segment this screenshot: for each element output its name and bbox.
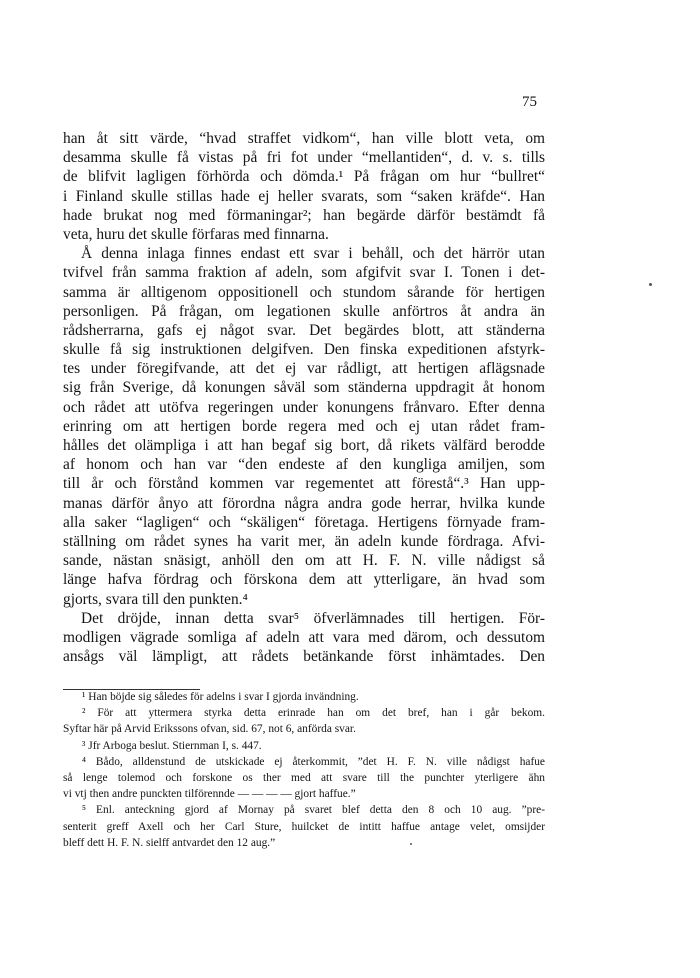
text-line: sig från Sverige, då konungen såväl som ständerna uppdragit åt honom xyxy=(63,379,545,397)
text-line: och rådet att utöfva regeringen under konungens frånvaro. Efter denna xyxy=(63,398,545,416)
footnote-line: ⁴ Bådo, alldenstund de utskickade ej återkommit, ”det H. F. N. ville nådigst hafue xyxy=(82,755,545,768)
text-line: rådsherrarna, gafs ej något svar. Det begärdes blott, att ständerna xyxy=(63,321,545,339)
footnote-line: senterit greff Axell och her Carl Sture, huilcket de intitt haffue antage velet, omsijder xyxy=(63,820,545,833)
footnote-line: ⁵ Enl. anteckning gjord af Mornay på svaret blef detta den 8 och 10 aug. ”pre- xyxy=(82,804,545,817)
text-line: modligen vägrade somliga af adeln att vara med därom, och dessutom xyxy=(63,628,545,646)
text-line: hålles det olämpliga i att han begaf sig bort, då rikets välfärd berodde xyxy=(63,437,545,454)
paper-speck xyxy=(649,283,652,286)
text-line: erinring om att hertigen borde regera med och ej utan rådet fram- xyxy=(63,417,545,435)
footnote-line: bleff dett H. F. N. sielff antvardet den 12 aug.” xyxy=(63,836,276,849)
text-line: desamma skulle få vistas på fri fot under “mellantiden“, d. v. s. tills xyxy=(63,149,545,167)
footnote-line: så lenge tolemod och forskone os ther med att svare till the punchter yterligere ähn xyxy=(63,771,545,784)
footnote-line: Syftar här på Arvid Erikssons ofvan, sid. 67, not 6, anförda svar. xyxy=(63,723,356,736)
text-line: alla saker “lagligen“ och “skäligen“ företaga. Hertigens förnyade fram- xyxy=(63,513,545,531)
text-line: samma är alltigenom oppositionell och stundom sårande för hertigen xyxy=(63,283,545,301)
text-line: sande, nästan snäsigt, anhöll den om att H. F. N. ville nådigst så xyxy=(63,552,545,570)
text-line: veta, huru det skulle förfaras med finnarna. xyxy=(63,225,329,243)
text-line: skulle få sig instruktionen delgifven. Den finska expeditionen afstyrk- xyxy=(63,341,545,359)
text-line: ställning om rådet synes ha varit mer, än adeln kunde fördraga. Afvi- xyxy=(63,532,545,550)
text-line: de blifvit lagligen förhörda och dömda.¹ På frågan om hur “bullret“ xyxy=(63,168,545,186)
text-line: gjorts, svara till den punkten.⁴ xyxy=(63,590,248,608)
page-number: 75 xyxy=(522,94,537,110)
paper-speck xyxy=(410,843,412,845)
text-line: till år och förstånd kommen var regementet att förestå“.³ Han upp- xyxy=(63,475,545,493)
footnote-line: ² För att yttermera styrka detta erinrade han om det bref, han i går bekom. xyxy=(82,707,545,720)
footnotes xyxy=(63,689,545,851)
text-line: tvifvel från samma fraktion af adeln, som afgifvit svar I. Tonen i det- xyxy=(63,264,545,282)
text-line: länge hafva fördrag och förskona dem att ytterligare, än hvad som xyxy=(63,571,545,589)
footnote-line: ¹ Han böjde sig således för adelns i svar I gjorda invändning. xyxy=(82,691,359,703)
text-line: personligen. På frågan, om legationen skulle anförtros åt andra än xyxy=(63,302,545,320)
text-line: tes under föregifvande, att det ej var rådligt, att hertigen aflägsnade xyxy=(63,360,545,378)
text-line: af honom och han var “den endeste af den kungliga amiljen, som xyxy=(63,456,545,474)
text-line: Det dröjde, innan detta svar⁵ öfverlämnades till hertigen. För- xyxy=(81,609,545,627)
footnote-line: ³ Jfr Arboga beslut. Stiernman I, s. 447. xyxy=(82,739,262,752)
main-text xyxy=(63,129,545,666)
text-line: han åt sitt värde, “hvad straffet vidkom“, han ville blott veta, om xyxy=(63,130,545,147)
text-line: manas därför ånyo att förordna några andra gode herrar, hvilka kunde xyxy=(63,494,545,512)
text-line: Å denna inlaga finnes endast ett svar i behåll, och det härrör utan xyxy=(81,245,545,263)
text-line: ansågs väl lämpligt, att rådets betänkande först inhämtades. Den xyxy=(63,648,545,666)
text-line: hade brukat nog med förmaningar²; han begärde därför bestämdt få xyxy=(63,206,545,224)
footnote-line: vi vtj then andre punckten tilförennde — — — — gjort haffue.” xyxy=(63,788,356,801)
text-line: i Finland skulle stillas hade ej heller svarats, som “saken kräfde“. Han xyxy=(63,187,545,205)
